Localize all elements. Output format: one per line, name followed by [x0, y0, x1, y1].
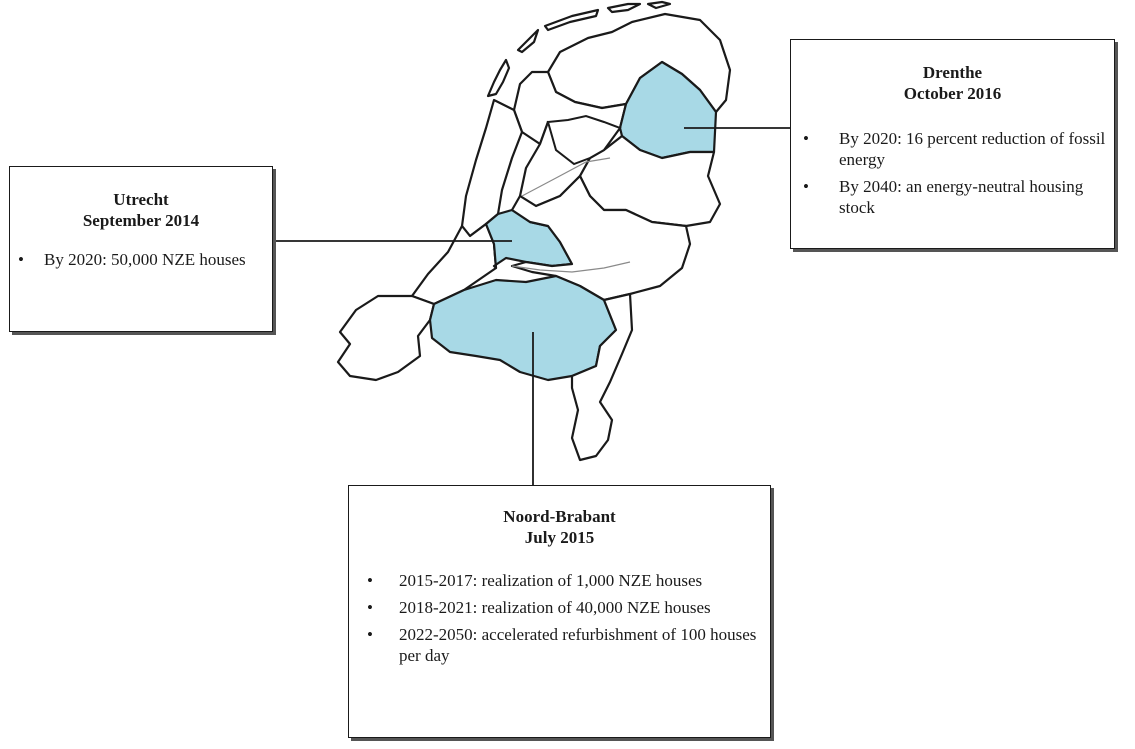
province-zeeland	[338, 296, 434, 380]
wadden-island-terschelling	[545, 10, 598, 30]
callout-drenthe-date: October 2016	[903, 84, 1002, 103]
callout-brabant-date: July 2015	[524, 528, 595, 547]
callout-brabant-item: • 2022-2050: accelerated refurbishment of 100 houses per day	[349, 624, 770, 666]
callout-utrecht-name: Utrecht	[113, 190, 169, 209]
callout-utrecht-list	[10, 249, 272, 270]
callout-drenthe-list	[791, 128, 1114, 218]
wadden-island-ameland	[608, 4, 640, 12]
callout-brabant-list	[349, 570, 770, 666]
callout-drenthe-name: Drenthe	[922, 63, 983, 82]
wadden-island-schiermonnikoog	[648, 2, 670, 8]
callout-utrecht-item: • By 2020: 50,000 NZE houses	[10, 249, 272, 270]
callout-utrecht	[9, 166, 273, 332]
callout-drenthe-item: • By 2020: 16 percent reduction of fossil energy	[791, 128, 1114, 170]
callout-brabant-name: Noord-Brabant	[503, 507, 616, 526]
callout-utrecht-date: September 2014	[82, 211, 200, 230]
callout-drenthe-item: • By 2040: an energy-neutral housing stock	[791, 176, 1114, 218]
callout-brabant-item: • 2015-2017: realization of 1,000 NZE houses	[349, 570, 770, 591]
wadden-island-vlieland	[518, 30, 538, 52]
wadden-island-texel	[488, 60, 509, 96]
callout-drenthe	[790, 39, 1115, 249]
callout-brabant-item: • 2018-2021: realization of 40,000 NZE houses	[349, 597, 770, 618]
callout-noord-brabant	[348, 485, 771, 738]
